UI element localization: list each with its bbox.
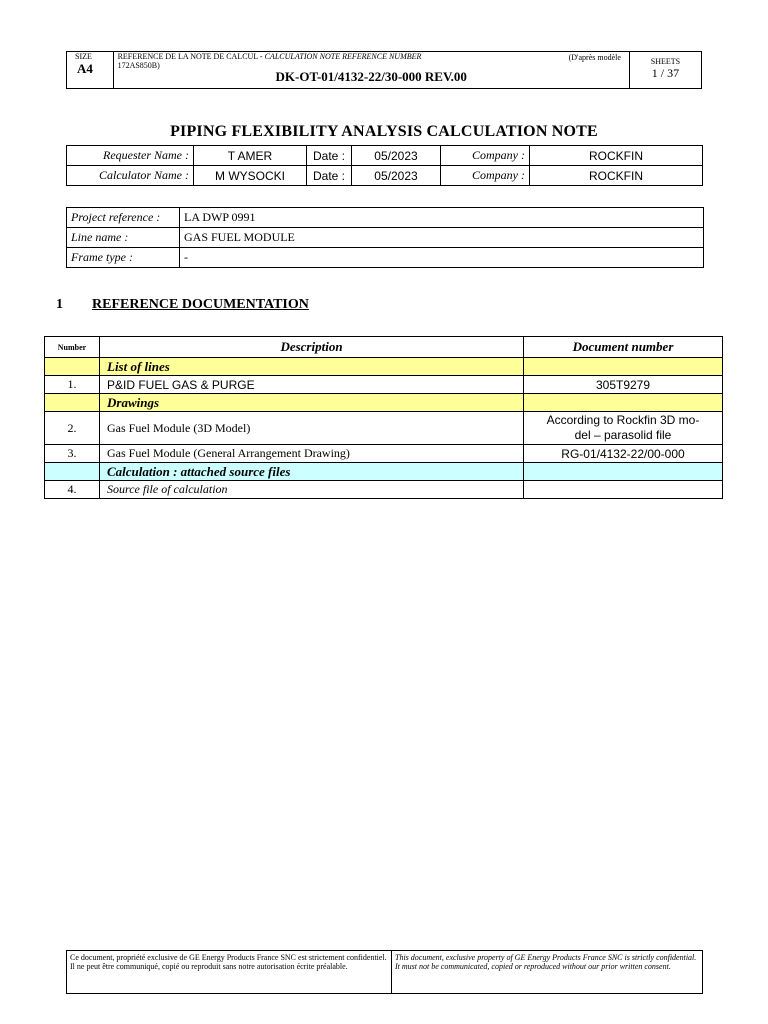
company-label: Company : [441, 166, 530, 186]
size-cell [67, 52, 114, 89]
table-row [45, 445, 723, 463]
row-document-number: According to Rockfin 3D mo- del – parasolid file [524, 412, 723, 445]
section-heading [56, 297, 309, 313]
table-row [45, 394, 723, 412]
document-number-header: Document number [524, 337, 723, 358]
table-row [45, 358, 723, 376]
line-name-label: Line name : [67, 228, 180, 248]
requester-name: T AMER [194, 146, 307, 166]
table-row [45, 463, 723, 481]
row-number: 2. [45, 412, 100, 445]
table-row [45, 412, 723, 445]
number-header: Number [45, 337, 100, 358]
table-row [67, 166, 703, 186]
table-row [67, 146, 703, 166]
row-number: 3. [45, 445, 100, 463]
row-document-number [524, 481, 723, 499]
table-header-row [45, 337, 723, 358]
project-reference-value: LA DWP 0991 [180, 208, 704, 228]
group-label: Drawings [100, 394, 524, 412]
row-document-number: 305T9279 [524, 376, 723, 394]
section-number: 1 [56, 297, 63, 312]
company-label: Company : [441, 146, 530, 166]
size-label: SIZE [75, 52, 92, 61]
section-title: REFERENCE DOCUMENTATION [92, 297, 309, 312]
row-description: P&ID FUEL GAS & PURGE [100, 376, 524, 394]
table-row [45, 481, 723, 499]
project-table [66, 207, 704, 268]
requester-table [66, 145, 703, 186]
footer-notice-fr: Ce document, propriété exclusive de GE Energy Products France SNC est strictement confidentiel. Il ne peut être communiqué, copié ou reproduit sans notre autorisation écrite préalable. [67, 951, 392, 994]
line-name-value: GAS FUEL MODULE [180, 228, 704, 248]
project-reference-label: Project reference : [67, 208, 180, 228]
document-number: DK-OT-01/4132-22/30-000 REV.00 [275, 69, 467, 84]
footer-notice-en: This document, exclusive property of GE Energy Products France SNC is strictly confidential. It must not be communicated, copied or reproduced without our prior written consent. [392, 951, 703, 994]
calculator-name: M WYSOCKI [194, 166, 307, 186]
sheets-value: 1 / 37 [651, 66, 680, 80]
group-label: List of lines [100, 358, 524, 376]
reference-table [44, 336, 723, 499]
reference-cell [113, 52, 629, 89]
row-description: Gas Fuel Module (General Arrangement Drawing) [100, 445, 524, 463]
confidentiality-footer [66, 950, 703, 994]
date-value: 05/2023 [352, 166, 441, 186]
table-row [45, 376, 723, 394]
row-number: 1. [45, 376, 100, 394]
model-note: (D'après modèle [568, 53, 621, 62]
model-code: 172AS850B) [117, 61, 160, 70]
date-label: Date : [307, 166, 352, 186]
company-value: ROCKFIN [530, 146, 703, 166]
table-row [67, 228, 704, 248]
role-label: Calculator Name : [67, 166, 194, 186]
row-description: Gas Fuel Module (3D Model) [100, 412, 524, 445]
date-value: 05/2023 [352, 146, 441, 166]
reference-label: REFERENCE DE LA NOTE DE CALCUL - CALCULATION NOTE REFERENCE NUMBER [117, 52, 422, 61]
document-header [66, 51, 702, 89]
sheets-cell [629, 52, 701, 89]
date-label: Date : [307, 146, 352, 166]
size-value: A4 [77, 61, 93, 76]
row-number: 4. [45, 481, 100, 499]
company-value: ROCKFIN [530, 166, 703, 186]
frame-type-value: - [180, 248, 704, 268]
group-label: Calculation : attached source files [100, 463, 524, 481]
table-row [67, 248, 704, 268]
row-description: Source file of calculation [100, 481, 524, 499]
row-document-number: RG-01/4132-22/00-000 [524, 445, 723, 463]
frame-type-label: Frame type : [67, 248, 180, 268]
role-label: Requester Name : [67, 146, 194, 166]
description-header: Description [100, 337, 524, 358]
table-row [67, 208, 704, 228]
sheets-label: SHEETS [650, 57, 681, 66]
page-title: PIPING FLEXIBILITY ANALYSIS CALCULATION NOTE [170, 123, 598, 140]
